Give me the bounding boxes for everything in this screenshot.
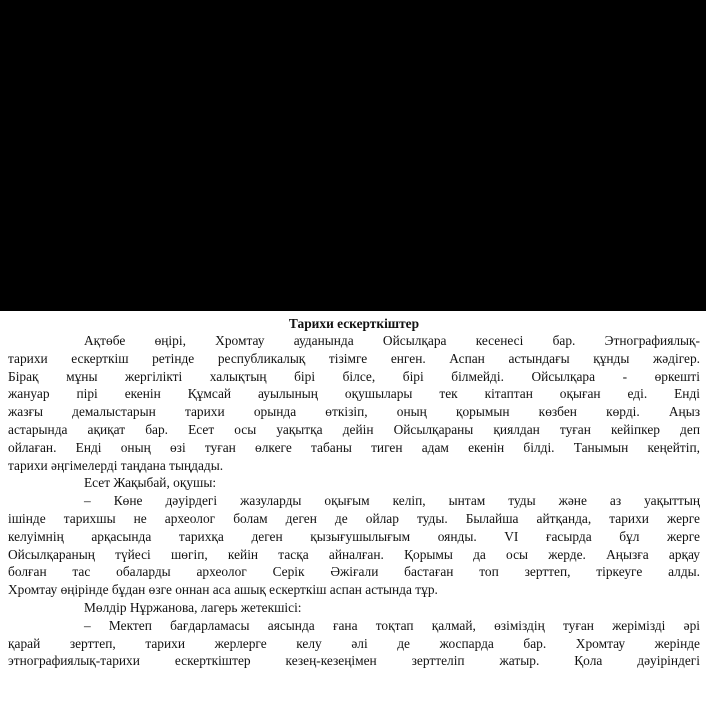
text-line: Есет Жақыбай, оқушы: (84, 475, 217, 491)
text-line: жануар пірі екенін Құмсай ауылының оқушылары тек кітаптан оқыған еді. Енді (8, 386, 700, 402)
text-line: – Көне дәуірдегі жазуларды оқығым келіп, ынтам туды және аз уақыттың (84, 493, 700, 509)
text-line: астарында ақиқат бар. Есет осы уақытқа дейін Ойсылқараны қиялдан туған кейіпкер деп (8, 421, 700, 437)
text-line: қарай зерттеп, тарихи жерлерге келу әлі де жоспарда бар. Хромтау жерінде (8, 635, 700, 651)
text-line: келуімнің арқасында тарихқа деген қызығушылығым оянды. VI ғасырда бұл жерге (8, 528, 700, 544)
text-line: Мөлдір Нұржанова, лагерь жетекшісі: (84, 599, 302, 615)
text-line: этнографиялық-тарихи ескерткіштер кезең-кезеңімен зерттеліп жатыр. Қола дәуіріндегі (8, 653, 700, 669)
text-line: ойлаған. Енді оның өзі туған өлкеге табаны тиген адам екенін білді. Танымын кеңейтіп, (8, 439, 700, 455)
text-line: болған тас обаларды археолог Серік Әжіғали бастаған топ зерттеп, тіркеуге алды. (8, 564, 700, 580)
text-line: тарихи ескерткіш ретінде республикалық тізімге енген. Аспан астындағы құнды жәдігер. (8, 350, 700, 366)
text-line: Ақтөбе өңірі, Хромтау ауданында Ойсылқара кесенесі бар. Этнографиялық- (84, 333, 700, 348)
text-line: тарихи әңгімелерді таңдана тыңдады. (8, 457, 224, 473)
text-line: ішінде тарихшы не археолог болам деген де ойлар туды. Былайша айтқанда, тарихи жерге (8, 510, 700, 526)
text-line: Бірақ мұны жергілікті халықтың бірі білсе, бірі білмейді. Ойсылқара - өркешті (8, 368, 700, 384)
document-title: Тарихи ескерткіштер (288, 316, 420, 331)
text-line: Ойсылқараның түйесі шөгіп, кейін тасқа айналған. Қорымы да осы жерде. Аңызға арқау (8, 546, 700, 562)
text-line: Хромтау өңірінде бұдан өзге оннан аса ашық ескерткіш аспан астында тұр. (8, 582, 438, 598)
document-page (0, 311, 706, 706)
text-line: жазғы демалыстарын тарихи орында өткізіп, оның қорымын көзбен көрді. Аңыз (8, 404, 700, 420)
redacted-black-area (0, 0, 706, 311)
text-line: – Мектеп бағдарламасы аясында ғана тоқтап қалмай, өзіміздің туған жерімізді әрі (84, 617, 700, 633)
